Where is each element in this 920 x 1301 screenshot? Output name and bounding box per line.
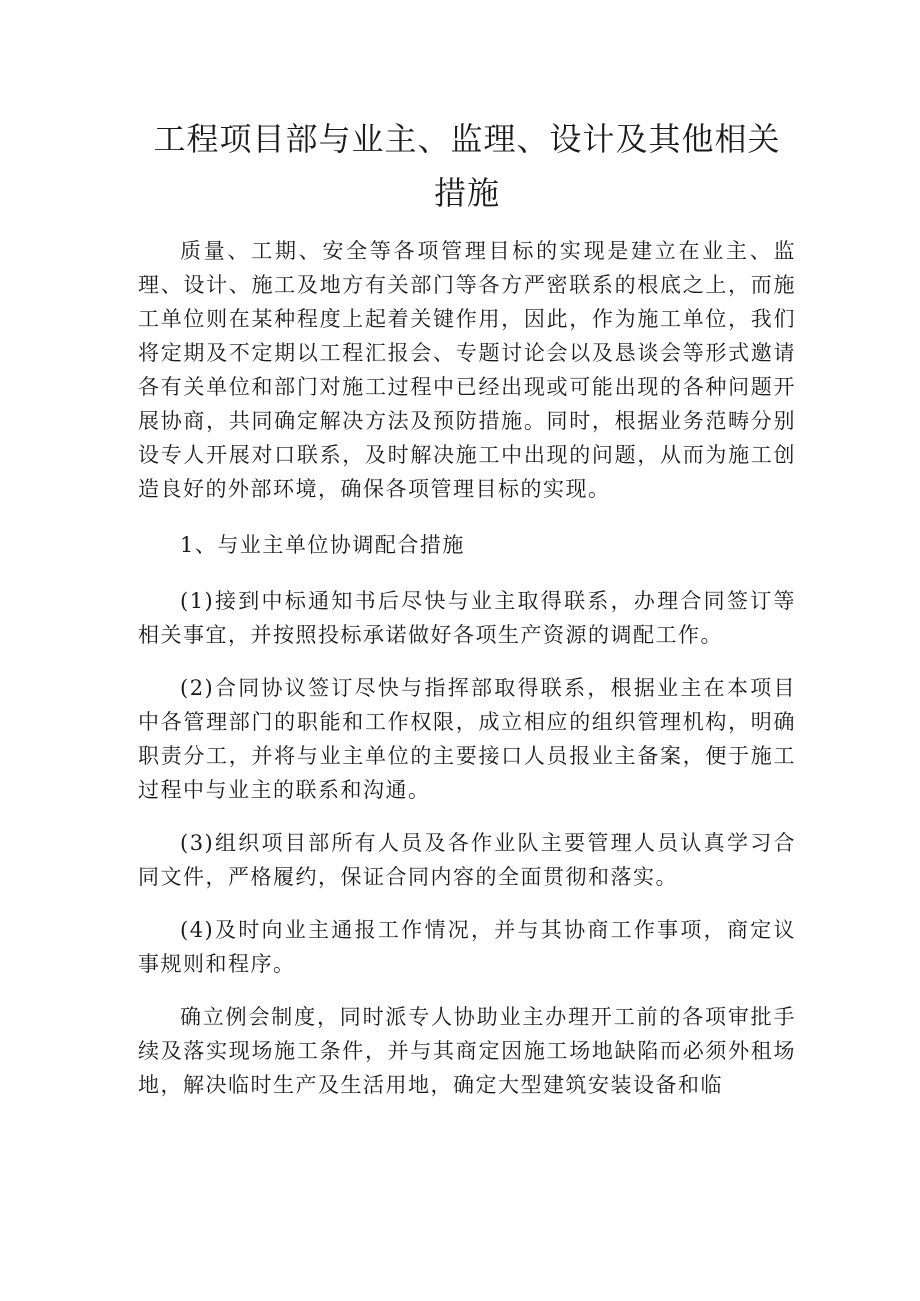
measure-item-2: (2)合同协议签订尽快与指挥部取得联系，根据业主在本项目中各管理部门的职能和工作权限，成立相应的组织管理机构，明确职责分工，并将与业主单位的主要接口人员报业主备案，便于施工过程中与业主的联系和沟通。 [138, 676, 796, 802]
section-heading-owner-coordination: 1、与业主单位协调配合措施 [180, 533, 465, 557]
measure-item-1: (1)接到中标通知书后尽快与业主取得联系，办理合同签订等相关事宜，并按照投标承诺做好各项生产资源的调配工作。 [138, 589, 796, 647]
measure-item-4: (4)及时向业主通报工作情况，并与其协商工作事项，商定议事规则和程序。 [138, 918, 796, 976]
document-title: 工程项目部与业主、监理、设计及其他相关措施 [153, 120, 781, 212]
measure-item-3: (3)组织项目部所有人员及各作业队主要管理人员认真学习合同文件，严格履约，保证合同内容的全面贯彻和落实。 [138, 831, 796, 889]
intro-paragraph: 质量、工期、安全等各项管理目标的实现是建立在业主、监理、设计、施工及地方有关部门等各方严密联系的根底之上，而施工单位则在某种程度上起着关键作用，因此，作为施工单位，我们将定期及不定期以工程汇报会、专题讨论会以及恳谈会等形式邀请各有关单位和部门对施工过程中已经出现或可能出现的各种问题开展协商，共同确定解决方法及预防措施。同时，根据业务范畴分别设专人开展对口联系，及时解决施工中出现的问题，从而为施工创造良好的外部环境，确保各项管理目标的实现。 [138, 239, 796, 501]
meeting-system-paragraph: 确立例会制度，同时派专人协助业主办理开工前的各项审批手续及落实现场施工条件，并与其商定因施工场地缺陷而必须外租场地，解决临时生产及生活用地，确定大型建筑安装设备和临 [138, 1005, 796, 1097]
